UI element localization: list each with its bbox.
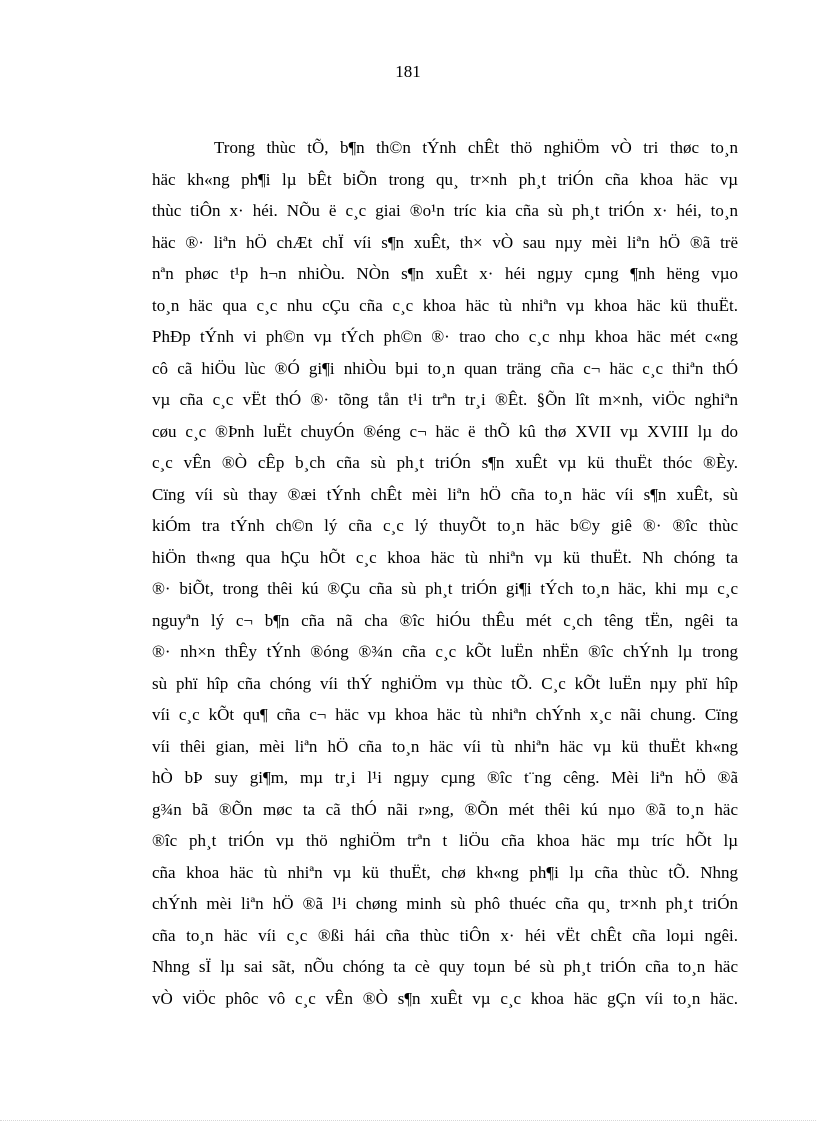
text-line: häc kh«ng ph¶i lµ bÊt biÕn trong qu¸ tr×nh ph¸t triÓn cña khoa häc vµ xyxy=(152,169,738,189)
text-line: víi thêi gian, mèi liªn hÖ cña to¸n häc víi tù nhiªn häc vµ kü thuËt kh«ng xyxy=(152,736,738,756)
text-line: kiÓm tra tÝnh ch©n lý cña c¸c lý thuyÕt to¸n häc b©y giê ®· ®îc thùc xyxy=(152,516,738,535)
body-paragraph xyxy=(152,132,738,1014)
text-line: thùc tiÔn x· héi. NÕu ë c¸c giai ®o¹n tríc kia cña sù ph¸t triÓn x· héi, to¸n xyxy=(152,201,738,220)
text-line: ®· nh×n thÊy tÝnh ®óng ®¾n cña c¸c kÕt luËn nhËn ®îc chÝnh lµ trong xyxy=(152,642,738,661)
text-line: Trong thùc tÕ, b¶n th©n tÝnh chÊt thö nghiÖm vÒ tri thøc to¸n xyxy=(214,138,738,157)
text-line: vµ cña c¸c vËt thÓ ®· tõng tån t¹i trªn tr¸i ®Êt. §Õn lît m×nh, viÖc nghiªn xyxy=(152,390,738,409)
text-line: chÝnh mèi liªn hÖ ®ã l¹i chøng minh sù phô thuéc cña qu¸ tr×nh ph¸t triÓn xyxy=(152,894,738,913)
text-line: hÒ bÞ suy gi¶m, mµ tr¸i l¹i ngµy cµng ®îc t¨ng cêng. Mèi liªn hÖ ®ã xyxy=(152,768,738,787)
text-line: PhÐp tÝnh vi ph©n vµ tÝch ph©n ®· trao cho c¸c nhµ khoa häc mét c«ng xyxy=(152,327,738,346)
text-line: sù phï hîp cña chóng víi thÝ nghiÖm vµ thùc tÕ. C¸c kÕt luËn nµy phï hîp xyxy=(152,673,738,693)
text-line: häc ®· liªn hÖ chÆt chÏ víi s¶n xuÊt, th× vÒ sau nµy mèi liªn hÖ ®ã trë xyxy=(152,232,738,252)
text-line: nguyªn lý c¬ b¶n cña nã cha ®îc hiÓu thÊu mét c¸ch têng tËn, ngêi ta xyxy=(152,610,738,630)
text-line: nªn phøc t¹p h¬n nhiÒu. NÒn s¶n xuÊt x· héi ngµy cµng ¶nh hëng vµo xyxy=(152,264,738,283)
text-line: cøu c¸c ®Þnh luËt chuyÓn ®éng c¬ häc ë thÕ kû thø XVII vµ XVIII lµ do xyxy=(152,421,738,441)
text-line: to¸n häc qua c¸c nhu cÇu cña c¸c khoa häc tù nhiªn vµ khoa häc kü thuËt. xyxy=(152,295,738,315)
text-line: cña to¸n häc víi c¸c ®ßi hái cña thùc tiÔn x· héi vËt chÊt cña loµi ngêi. xyxy=(152,925,738,945)
text-line: Cïng víi sù thay ®æi tÝnh chÊt mèi liªn hÖ cña to¸n häc víi s¶n xuÊt, sù xyxy=(152,484,738,504)
text-line: ®îc ph¸t triÓn vµ thö nghiÖm trªn t liÖu cña khoa häc mµ tríc hÕt lµ xyxy=(152,831,738,850)
text-line: cña khoa häc tù nhiªn vµ kü thuËt, chø kh«ng ph¶i lµ cña thùc tÕ. Nhng xyxy=(152,862,738,882)
text-line: cô cã hiÖu lùc ®Ó gi¶i nhiÒu bµi to¸n quan träng cña c¬ häc c¸c thiªn thÓ xyxy=(152,358,738,378)
text-line: c¸c vÊn ®Ò cÊp b¸ch cña sù ph¸t triÓn s¶n xuÊt vµ kü thuËt thóc ®Èy. xyxy=(152,453,738,472)
text-line: Nhng sÏ lµ sai sãt, nÕu chóng ta cè quy toµn bé sù ph¸t triÓn cña to¸n häc xyxy=(152,957,738,976)
text-line: víi c¸c kÕt qu¶ cña c¬ häc vµ khoa häc tù nhiªn chÝnh x¸c nãi chung. Cïng xyxy=(152,705,738,724)
page-number: 181 xyxy=(395,62,421,81)
text-line: hiÖn th«ng qua hÇu hÕt c¸c khoa häc tù nhiªn vµ kü thuËt. Nh chóng ta xyxy=(152,547,738,567)
text-line: g¾n bã ®Õn møc ta cã thÓ nãi r»ng, ®Õn mét thêi kú nµo ®ã to¸n häc xyxy=(152,799,738,819)
text-line: ®· biÕt, trong thêi kú ®Çu cña sù ph¸t triÓn gi¶i tÝch to¸n häc, khi mµ c¸c xyxy=(152,579,738,598)
text-line: vÒ viÖc phôc vô c¸c vÊn ®Ò s¶n xuÊt vµ c¸c khoa häc gÇn víi to¸n häc. xyxy=(152,988,738,1008)
page-bottom-rule xyxy=(0,1120,816,1121)
